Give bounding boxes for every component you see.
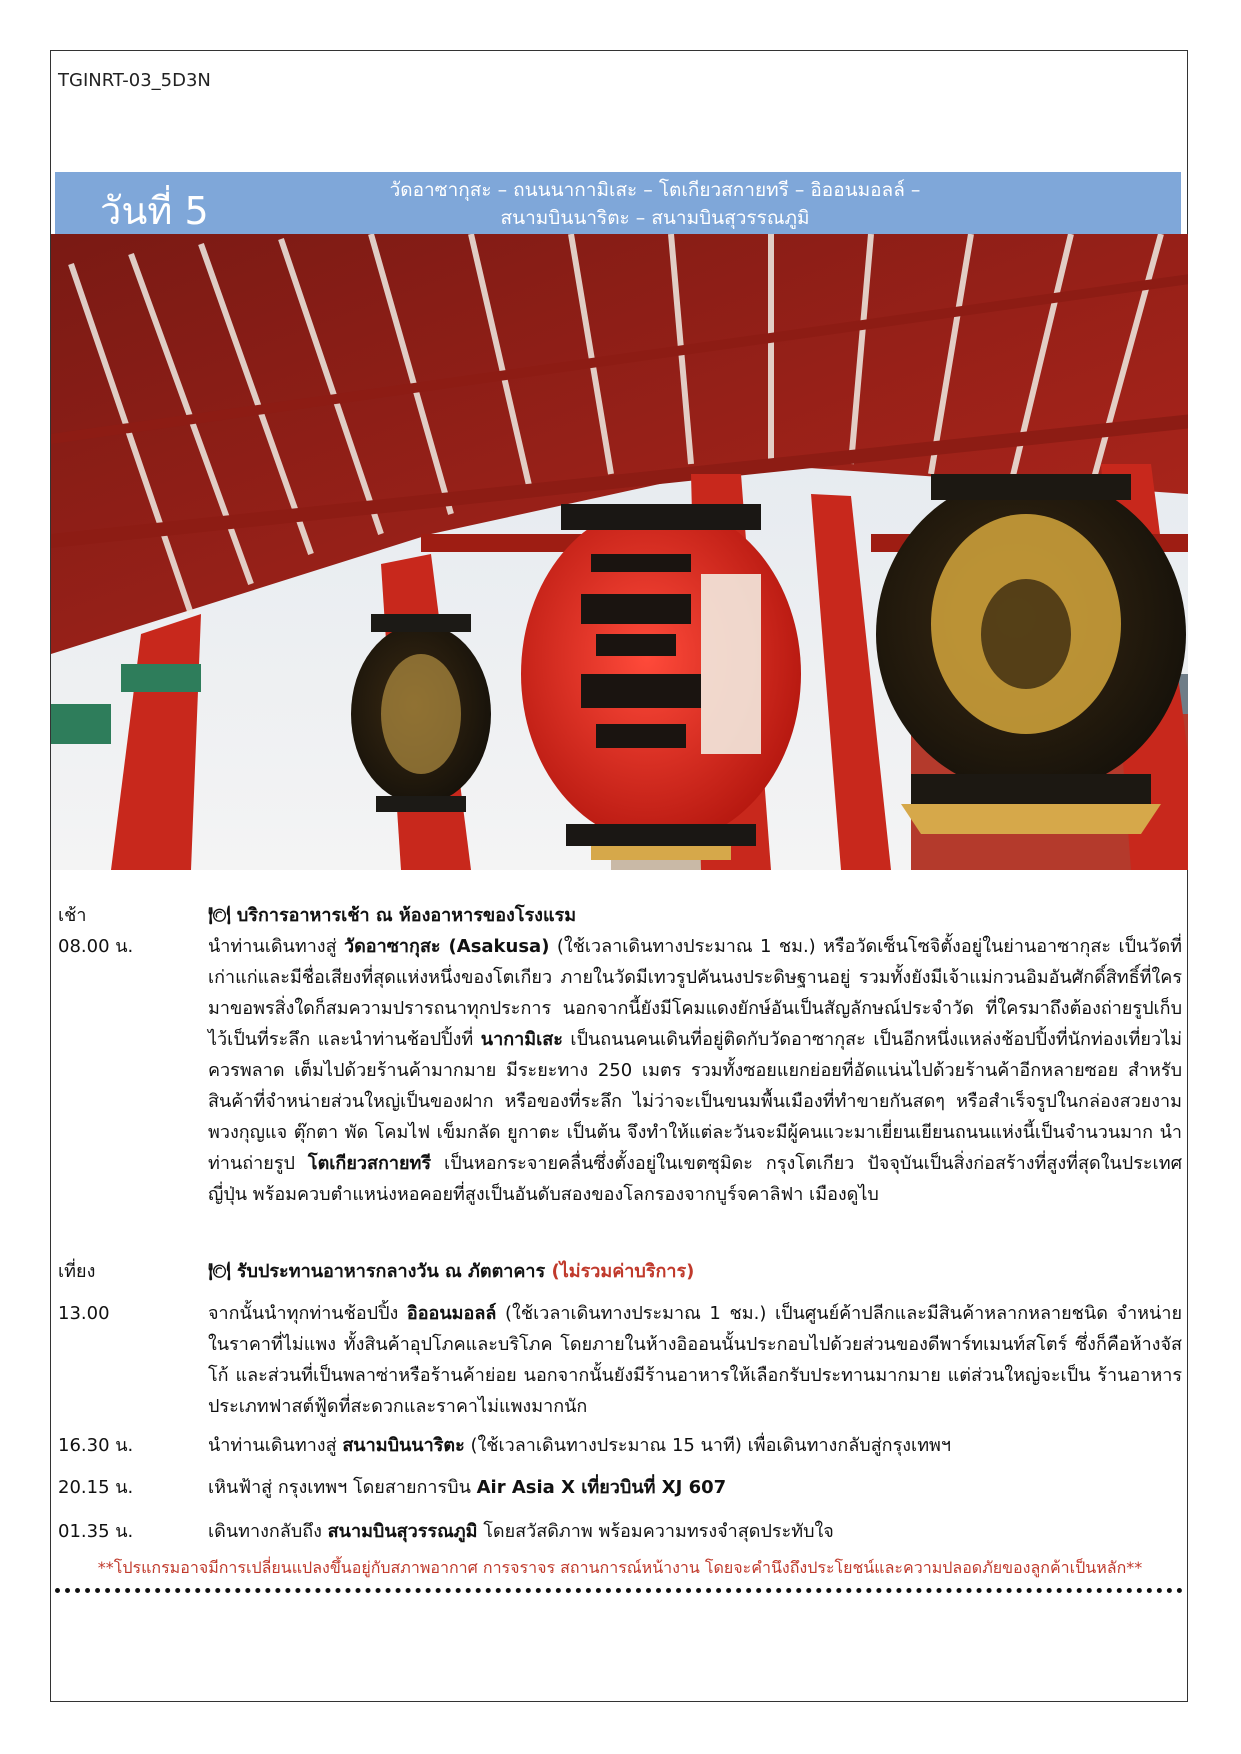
- asakusa-gate-lanterns-icon: [51, 234, 1188, 870]
- day-banner: [55, 172, 1181, 234]
- lunch-not-included: (ไม่รวมค่าบริการ): [551, 1261, 695, 1282]
- place-asakusa: วัดอาซากุสะ (Asakusa): [344, 936, 550, 957]
- lunch-title: 🍽 รับประทานอาหารกลางวัน ณ ภัตตาคาร (ไม่รวมค่าบริการ): [208, 1256, 1182, 1287]
- flight-info: Air Asia X เที่ยวบินที่ XJ 607: [476, 1477, 727, 1498]
- dotted-divider: [55, 1588, 1183, 1593]
- place-suvarnabhumi: สนามบินสุวรรณภูมิ: [327, 1521, 478, 1542]
- place-skytree: โตเกียวสกายทรี: [307, 1153, 432, 1174]
- desc-0800: นำท่านเดินทางสู่ วัดอาซากุสะ (Asakusa) (ใช้เวลาเดินทางประมาณ 1 ชม.) หรือวัดเซ็นโซจิตั้งอยู่ในย่านอาซากุสะ เป็นวัดที่เก่าแก่และมีชื่อเสียงที่สุดแห่งหนึ่งของโตเกียว ภายในวัดมีเทวรูปคันนงประดิษฐานอยู่ รวมทั้งยังมีเจ้าแม่กวนอิมอันศักดิ์สิทธิ์ที่ใครมาขอพรสิ่งใดก็สมความปรารถนาทุกประการ นอกจากนี้ยังมีโคมแดงยักษ์อันเป็นสัญลักษณ์ประจำวัด ที่ใครมาถึงต้องถ่ายรูปเก็บไว้เป็นที่ระลึก และนำท่านช้อปปิ้งที่ นากามิเสะ เป็นถนนคนเดินที่อยู่ติดกับวัดอาซากุสะ เป็นอีกหนึ่งแหล่งช้อปปิ้งที่นักท่องเที่ยวไม่ควรพลาด เต็มไปด้วยร้านค้ามากมาย มีระยะทาง 250 เมตร รวมทั้งซอยแยกย่อยที่อัดแน่นไปด้วยร้านค้าอีกหลายซอย สำหรับสินค้าที่จำหน่ายส่วนใหญ่เป็นของฝาก หรือของที่ระลึก ไม่ว่าจะเป็นขนมพื้นเมืองที่ทำขายกันสดๆ หรือสำเร็จรูปในกล่องสวยงาม พวงกุญแจ ตุ๊กตา พัด โคมไฟ เข็มกลัด ยูกาตะ เป็นต้น จึงทำให้แต่ละวันจะมีผู้คนแวะมาเยี่ยนเยียนถนนแห่งนี้เป็นจำนวนมาก นำท่านถ่ายรูป โตเกียวสกายทรี เป็นหอกระจายคลื่นซึ่งตั้งอยู่ในเขตซุมิดะ กรุงโตเกียว ปัจจุบันเป็นสิ่งก่อสร้างที่สูงที่สุดในประเทศญี่ปุ่น พร้อมควบตำแหน่งหอคอยที่สูงเป็นอันดับสองของโลกรองจากบูร์จคาลิฟา เมืองดูไบ: [208, 936, 1182, 1205]
- desc-1300: จากนั้นนำทุกท่านช้อปปิ้ง อิออนมอลล์ (ใช้เวลาเดินทางประมาณ 1 ชม.) เป็นศูนย์ค้าปลีกและมีสินค้าหลากหลายชนิด จำหน่ายในราคาที่ไม่แพง ทั้งสินค้าอุปโภคและบริโภค โดยภายในห้างอิออนนั้นประกอบไปด้วยส่วนของดีพาร์ทเมนท์สโตร์ ซึ่งก็คือห้างจัสโก้ และส่วนที่เป็นพลาซ่าหรือร้านค้าย่อย นอกจากนั้นยังมีร้านอาหารให้เลือกรับประทานมากมาย แต่ส่วนใหญ่จะเป็น ร้านอาหารประเภทฟาสต์ฟู้ดที่สะดวกและราคาไม่แพงมากนัก: [208, 1303, 1182, 1417]
- document-code: TGINRT-03_5D3N: [58, 70, 211, 91]
- time-1630: 16.30 น.: [58, 1435, 134, 1456]
- meal-icon: 🍽: [208, 905, 231, 926]
- desc-2015: เหินฟ้าสู่ กรุงเทพฯ โดยสายการบิน Air Asia X เที่ยวบินที่ XJ 607: [208, 1477, 727, 1498]
- time-0135: 01.35 น.: [58, 1521, 134, 1542]
- day-label: วันที่ 5: [100, 189, 209, 233]
- time-label-morning: เช้า: [58, 905, 87, 926]
- breakfast-title: 🍽 บริการอาหารเช้า ณ ห้องอาหารของโรงแรม: [208, 900, 1182, 931]
- time-label-noon: เที่ยง: [58, 1261, 96, 1282]
- time-0800: 08.00 น.: [58, 936, 134, 957]
- desc-0135: เดินทางกลับถึง สนามบินสุวรรณภูมิ โดยสวัสดิภาพ พร้อมความทรงจำสุดประทับใจ: [208, 1521, 834, 1542]
- place-narita: สนามบินนาริตะ: [342, 1435, 465, 1456]
- time-1300: 13.00: [58, 1303, 110, 1324]
- meal-icon: 🍽: [208, 1261, 231, 1282]
- day-route-line-1: วัดอาซากุสะ – ถนนนากามิเสะ – โตเกียวสกายทรี – อิออนมอลล์ –: [389, 179, 921, 201]
- program-change-note: **โปรแกรมอาจมีการเปลี่ยนแปลงขึ้นอยู่กับสภาพอากาศ การจราจร สถานการณ์หน้างาน โดยจะคำนึงถึงประโยชน์และความปลอดภัยของลูกค้าเป็นหลัก**: [97, 1558, 1143, 1577]
- place-nakamise: นากามิเสะ: [480, 1029, 563, 1050]
- day-route-line-2: สนามบินนาริตะ – สนามบินสุวรรณภูมิ: [500, 207, 810, 229]
- desc-1630: นำท่านเดินทางสู่ สนามบินนาริตะ (ใช้เวลาเดินทางประมาณ 15 นาที) เพื่อเดินทางกลับสู่กรุงเทพฯ: [208, 1435, 952, 1456]
- time-2015: 20.15 น.: [58, 1477, 134, 1498]
- asakusa-photo: [51, 234, 1188, 870]
- day-route: [305, 176, 1005, 232]
- place-aeon-mall: อิออนมอลล์: [406, 1303, 497, 1324]
